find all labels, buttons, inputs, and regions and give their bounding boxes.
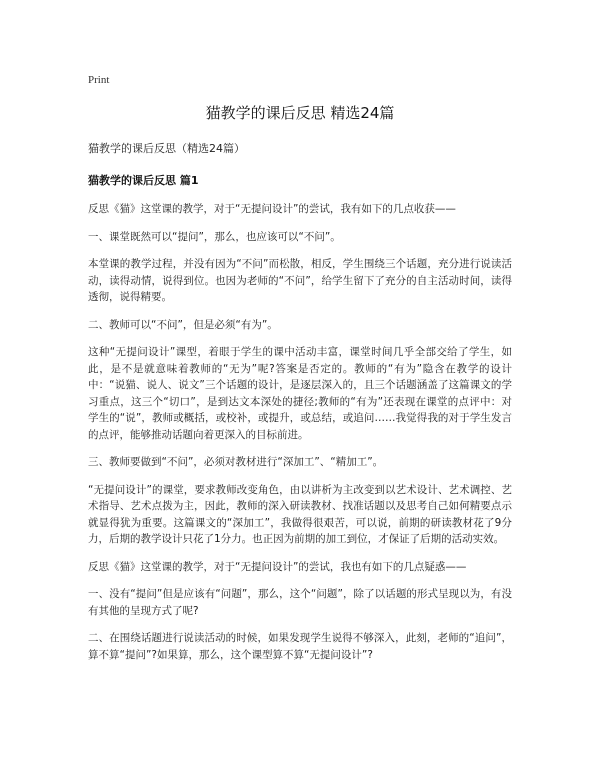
paragraph-body-1: 本堂课的教学过程，并没有因为“不问”而松散，相反，学生围绕三个话题，充分进行说读活动，读得动情，说得到位。也因为老师的“不问”，给学生留下了充分的自主活动时间，读得透彻，说得精要。 (88, 258, 512, 303)
paragraph-body-2: 这种“无提问设计”课型，着眼于学生的课中活动丰富，课堂时间几乎全部交给了学生，如此，是不是就意味着教师的“无为”呢?答案是否定的。教师的“有为”隐含在教学的设计中：“说猫、说人、说文”三个话题的设计，是逐层深入的，且三个话题涵盖了这篇课文的学习重点，这三个“切口”，是到达文本深处的捷径;教师的“有为”还表现在课堂的点评中：对学生的“说”，教师或概括，或校补，或提升，或总结，或追问……我觉得我的对于学生发言的点评，能够推动话题向着更深入的目标前进。 (88, 346, 512, 441)
paragraph-body-3: “无提问设计”的课堂，要求教师改变角色，由以讲析为主改变到以艺术设计、艺术调控、艺术指导、艺术点拨为主，因此，教师的深入研读教材、找准话题以及思考自己如何精要点示就显得犹为重要。这篇课文的“深加工”，我做得很艰苦，可以说，前期的研读教材花了9分力，后期的教学设计只花了1分力。也正因为前期的加工到位，才保证了后期的活动实效。 (88, 483, 512, 545)
paragraph-point-2: 二、教师可以“不问”，但是必须“有为”。 (88, 318, 278, 331)
section-heading: 猫教学的课后反思 篇1 (88, 174, 199, 187)
paragraph-point-1: 一、课堂既然可以“提问”，那么，也应该可以“不问”。 (88, 230, 341, 243)
document-subtitle: 猫教学的课后反思（精选24篇） (88, 142, 245, 155)
paragraph-doubt-2: 二、在围绕话题进行说读活动的时候，如果发现学生说得不够深入，此刻，老师的“追问”，算不算“提问”?如果算，那么，这个课型算不算“无提问设计”? (88, 632, 512, 661)
print-link[interactable]: Print (88, 74, 110, 86)
page-title: 猫教学的课后反思 精选24篇 (205, 104, 395, 122)
paragraph-intro: 反思《猫》这堂课的教学，对于“无提问设计”的尝试，我有如下的几点收获—— (88, 203, 456, 215)
paragraph-point-3: 三、教师要做到“不问”，必须对教材进行“深加工”、“精加工”。 (88, 456, 384, 468)
paragraph-doubt-1: 一、没有“提问”但是应该有“问题”，那么，这个“问题”，除了以话题的形式呈现以为，有没有其他的呈现方式了呢? (88, 588, 512, 617)
paragraph-reflection-intro: 反思《猫》这堂课的教学，对于“无提问设计”的尝试，我也有如下的几点疑惑—— (88, 560, 467, 573)
